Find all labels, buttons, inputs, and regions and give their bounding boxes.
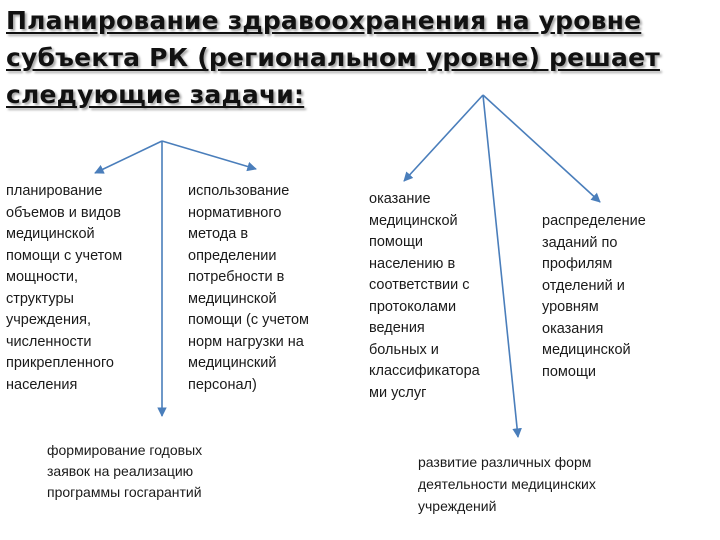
task-annual-requests: формирование годовых заявок на реализацию программы госгарантий xyxy=(47,442,203,500)
task-assignment-distribution: распределение заданий по профилям отделений и уровням оказания медицинской помощи xyxy=(542,213,646,380)
task-activity-development: развитие различных форм деятельности медицинских учреждений xyxy=(418,454,596,514)
arrow-to-task-4 xyxy=(483,95,600,202)
page-title: Планирование здравоохранения на уровне субъекта РК (региональном уровне) решает следующие задачи: xyxy=(6,6,660,109)
arrow-to-task-1 xyxy=(95,141,162,173)
arrow-to-task-2 xyxy=(162,141,256,169)
arrow-to-task-3 xyxy=(404,95,483,181)
task-care-provision: оказание медицинской помощи населению в соответствии с протоколами ведения больных и классификатора ми услуг xyxy=(369,191,480,401)
task-normative-method: использование нормативного метода в определении потребности в медицинской помощи (с учетом норм нагрузки на медицинский персонал) xyxy=(188,183,310,393)
task-volume-planning: планирование объемов и видов медицинской помощи с учетом мощности, структуры учреждения, численности прикрепленного населения xyxy=(6,183,123,393)
